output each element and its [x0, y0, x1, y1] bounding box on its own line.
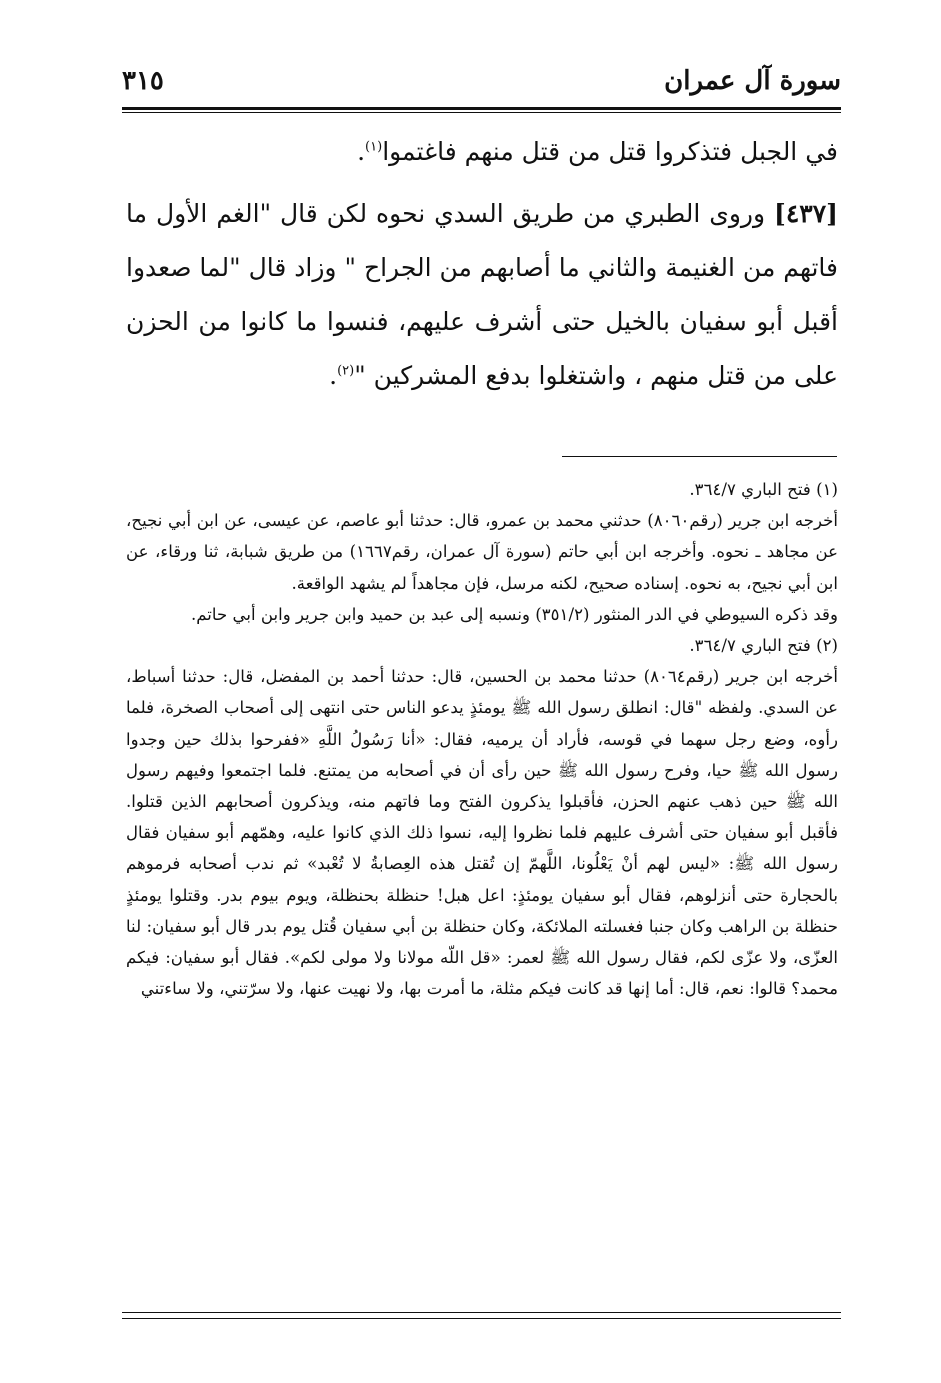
footnote-2-heading: (٢) فتح الباري ٣٦٤/٧. — [689, 636, 838, 656]
paragraph-continuation-text: في الجبل فتذكروا قتل من قتل منهم فاغتموا — [382, 137, 838, 166]
bottom-rule — [122, 1312, 841, 1313]
footnotes — [126, 474, 838, 1004]
page-number: ٣١٥ — [122, 66, 164, 96]
bottom-rule-thin — [122, 1318, 841, 1319]
footnote-1-heading: (١) فتح الباري ٣٦٤/٧. — [689, 480, 838, 499]
header-rule-thin — [122, 112, 841, 113]
paragraph-continuation: في الجبل فتذكروا قتل من قتل منهم فاغتموا$^{(١)}$. — [357, 137, 838, 166]
surah-title: سورة آل عمران — [664, 66, 841, 96]
footnote-ref-1[interactable]: (١) — [365, 139, 383, 155]
footnote-1-body: أخرجه ابن جرير (رقم٨٠٦٠) حدثني محمد بن عمرو، قال: حدثنا أبو عاصم، عن عيسى، عن ابن أبي نجيح، عن مجاهد ـ نحوه. وأخرجه ابن أبي حاتم (سورة آل عمران، رقم١٦٦٧) من طريق شبابة، ثنا ورقاء، عن ابن أبي نجيح، به نحوه. إسناده صحيح، لكنه مرسل، فإن مجاهداً لم يشهد الواقعة. — [126, 511, 839, 593]
footnote-1-note: وقد ذكره السيوطي في الدر المنثور (٣٥١/٢) ونسبه إلى عبد بن حميد وابن جرير وابن أبي حاتم. — [190, 604, 838, 624]
page-header — [122, 56, 841, 106]
paragraph-number: [٤٣٧] — [774, 199, 838, 228]
footnote-separator — [562, 456, 837, 457]
footnote-2-body: أخرجه ابن جرير (رقم٨٠٦٤) حدثنا محمد بن الحسين، قال: حدثنا أحمد بن المفضل، قال: حدثنا أسباط، عن السدي. ولفظه "قال: انطلق رسول الله ﷺ يومئذٍ يدعو الناس حتى انتهى إلى أصحاب الصخرة، فلما رأوه، وضع رجل سهما في قوسه، فأراد أن يرميه، فقال: «أنا رَسُولُ اللَّهِ «ففرحوا بذلك حين وجدوا رسول الله ﷺ حيا، وفرح رسول الله ﷺ حين رأى أن في أصحابه من يمتنع. فلما اجتمعوا وفيهم رسول الله ﷺ حين ذهب عنهم الحزن، فأقبلوا يذكرون الفتح وما فاتهم منه، ويذكرون أصحابهم الذين قتلوا. فأقبل أبو سفيان حتى أشرف عليهم فلما نظروا إليه، نسوا ذلك الذي كانوا عليه، وهمّهم أبو سفيان فقال رسول الله ﷺ: «ليس لهم أنْ يَعْلُونا، اللَّهمّ إن تُقتل هذه العِصابةُ لا تُعْبد» ثم ندب أصحابه فرموهم بالحجارة حتى أنزلوهم، فقال أبو سفيان يومئذٍ: اعل هبل! حنظلة بحنظلة، ويوم بيوم بدر. وقتلوا يومئذٍ حنظلة بن الراهب وكان جنبا فغسلته الملائكة، وكان حنظلة بن أبي سفيان قُتل يوم بدر قال أبو سفيان: لنا العزّى، ولا عزّى لكم، فقال رسول الله ﷺ لعمر: «قل اللّه مولانا ولا مولى لكم». فقال أبو سفيان: فيكم محمد؟ قالوا: نعم، قال: أما إنها قد كانت فيكم مثلة، ما أمرت بها، ولا نهيت عنها، ولا سرّتني، ولا ساءتني — [126, 667, 839, 999]
paragraph-437: [٤٣٧] وروى الطبري من طريق السدي نحوه لكن قال "الغم الأول ما فاتهم من الغنيمة والثاني ما أصابهم من الجراح " وزاد قال "لما صعدوا أقبل أبو سفيان بالخيل حتى أشرف عليهم، فنسوا ما كانوا من الحزن على من قتل منهم ، واشتغلوا بدفع المشركين "$^{(٢)}$. — [126, 199, 838, 390]
header-rule — [122, 107, 841, 110]
paragraph-437-text: وروى الطبري من طريق السدي نحوه لكن قال "الغم الأول ما فاتهم من الغنيمة والثاني ما أصابهم من الجراح " وزاد قال "لما صعدوا أقبل أبو سفيان بالخيل حتى أشرف عليهم، فنسوا ما كانوا من الحزن على من قتل منهم ، واشتغلوا بدفع المشركين " — [126, 199, 838, 390]
footnote-ref-2[interactable]: (٢) — [337, 363, 355, 379]
main-text — [126, 125, 838, 403]
